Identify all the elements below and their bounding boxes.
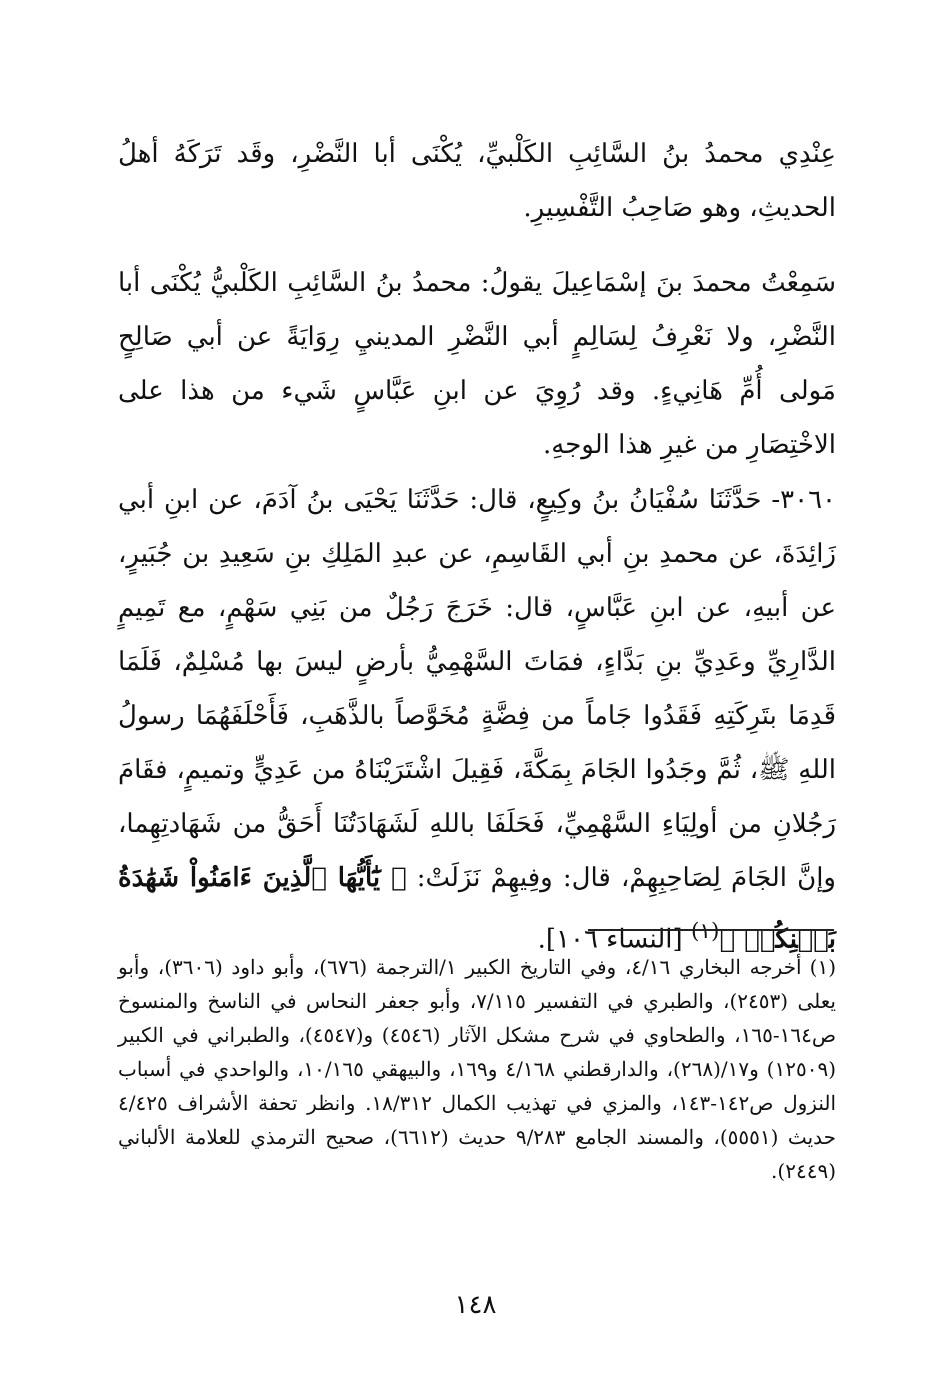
page-number: ١٤٨: [454, 1290, 497, 1320]
footnote-reference[interactable]: (١): [690, 919, 720, 944]
hadith-text-part2: [النساء ١٠٦].: [537, 924, 691, 955]
hadith-text-part1: ٣٠٦٠- حَدَّثَنَا سُفْيَانُ بنُ وكِيعٍ، قال: حَدَّثَنَا يَحْيَى بنُ آدَمَ، عن ابنِ أبي زَائِدَةَ، عن محمدِ بنِ أبي القَاسِمِ، عن عبدِ المَلِكِ بنِ سَعِيدِ بن جُبَيرٍ، عن أبيهِ، عن ابنِ عَبَّاسٍ، قال: خَرَجَ رَجُلٌ من بَنِي سَهْمٍ، مع تَمِيمٍ الدَّارِيِّ وعَدِيِّ بنِ بَدَّاءٍ، فمَاتَ السَّهْمِيُّ بأرضٍ ليسَ بها مُسْلِمٌ، فَلَمَا قَدِمَا بتَرِكَتِهِ فَقَدُوا جَاماً من فِضَّةٍ مُخَوَّصاً بالذَّهَبِ، فَأَحْلَفَهُمَا رسولُ اللهِ ﷺ، ثُمَّ وجَدُوا الجَامَ بِمَكَّةَ، فَقِيلَ اشْتَرَيْنَاهُ من عَدِيٍّ وتميمٍ، فقَامَ رَجُلانِ من أولِيَاءِ السَّهْمِيِّ، فَحَلَفَا باللهِ لَشَهَادَتُنَا أَحَقُّ من شَهَادتِهِما، وإنَّ الجَامَ لِصَاحِبِهِمْ، قال: وفِيهِمْ نَزَلَتْ:: [118, 485, 836, 893]
footnote: [118, 950, 836, 1188]
hadith-3060: [118, 473, 836, 967]
paragraph-kalbi-note: عِنْدِي محمدُ بنُ السَّائِبِ الكَلْبيِّ، يُكْنَى أبا النَّضْرِ، وقَد تَرَكَهُ أهلُ الحديثِ، وهو صَاحِبُ التَّفْسِيرِ.: [118, 139, 836, 223]
footnote-marker: (١): [809, 955, 836, 979]
footnote-divider: [588, 929, 834, 931]
paragraph-bukhari-statement: سَمِعْتُ محمدَ بنَ إسْمَاعِيلَ يقولُ: محمدُ بنُ السَّائِبِ الكَلْبيُّ يُكْنَى أبا النَّضْرِ، ولا نَعْرِفُ لِسَالِمٍ أبي النَّضْرِ المدينيِ رِوَايَةً عن أبي صَالِحٍ مَولى أُمِّ هَانِيءٍ. وقد رُوِيَ عن ابنِ عَبَّاسٍ شَيء من هذا على الاخْتِصَارِ من غيرِ هذا الوجهِ.: [118, 268, 836, 460]
footnote-text: أخرجه البخاري ٤/١٦، وفي التاريخ الكبير ١/الترجمة (٦٧٦)، وأبو داود (٣٦٠٦)، وأبو يعلى (٢٤٥٣)، والطبري في التفسير ٧/١١٥، وأبو جعفر النحاس في الناسخ والمنسوخ ص١٦٤-١٦٥، والطحاوي في شرح مشكل الآثار (٤٥٤٦) و(٤٥٤٧)، والطبراني في الكبير (١٢٥٠٩) و١٧/(٢٦٨)، والدارقطني ٤/١٦٨ و١٦٩، والبيهقي ١٠/١٦٥، والواحدي في أسباب النزول ص١٤٢-١٤٣، والمزي في تهذيب الكمال ١٨/٣١٢. وانظر تحفة الأشراف ٤/٤٢٥ حديث (٥٥٥١)، والمسند الجامع ٩/٢٨٣ حديث (٦٦١٢)، صحيح الترمذي للعلامة الألباني (٢٤٤٩).: [118, 955, 837, 1183]
quran-verse: ﴿ يَٰٓأَيُّهَا ٱلَّذِينَ ءَامَنُواْ شَهَٰدَةُ بَيۡنِكُمۡ ﴾: [118, 863, 836, 955]
